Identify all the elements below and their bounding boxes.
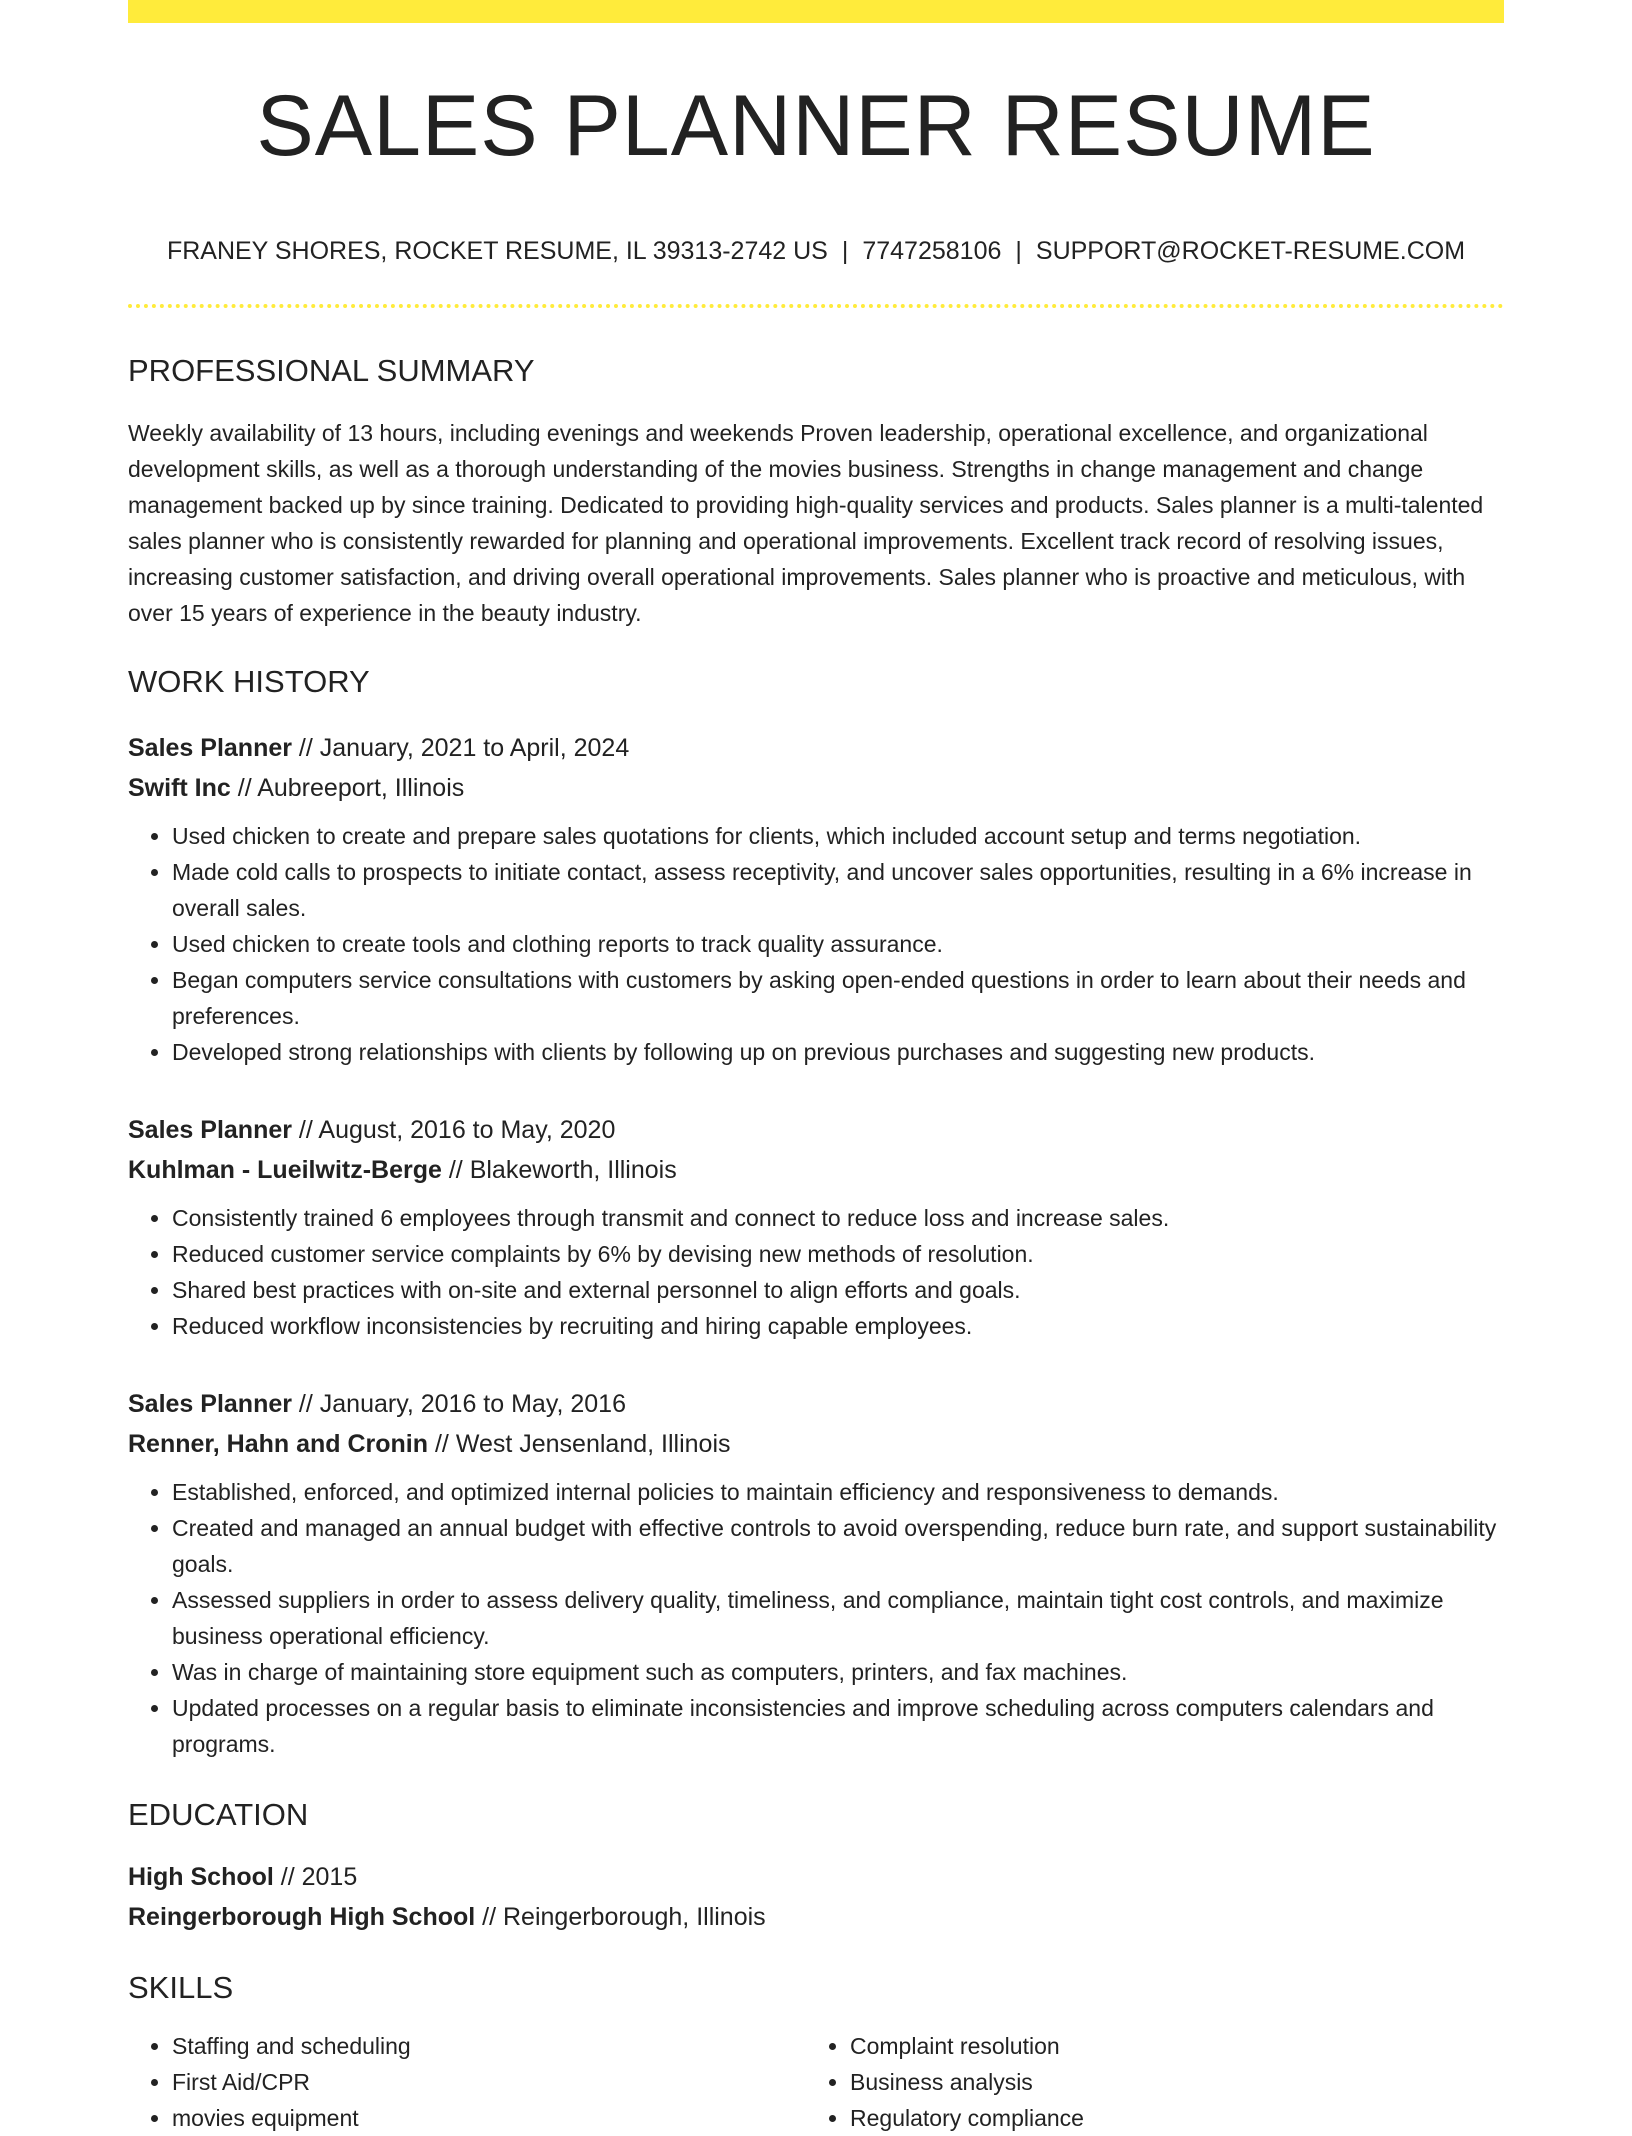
education-entry <box>128 1857 1504 1937</box>
skill-item: • Complaint resolution <box>850 2028 1484 2064</box>
job-bullet: • Made cold calls to prospects to initiate contact, assess receptivity, and uncover sales opportunities, resulting in a 6% increase in overall sales. <box>172 854 1504 926</box>
job-title-line <box>128 1110 1504 1150</box>
skills-list-right <box>806 2028 1484 2136</box>
contact-line <box>128 236 1504 266</box>
skill-item: • Regulatory compliance <box>850 2100 1484 2136</box>
job-title: Sales Planner <box>128 1389 292 1418</box>
education-location: // Reingerborough, Illinois <box>475 1903 766 1932</box>
resume-page <box>128 0 1504 2136</box>
job-bullet: • Developed strong relationships with clients by following up on previous purchases and suggesting new products. <box>172 1034 1504 1070</box>
job-company-line <box>128 768 1504 808</box>
job-location: // Blakeworth, Illinois <box>441 1155 677 1184</box>
job-bullet: • Established, enforced, and optimized internal policies to maintain efficiency and responsiveness to demands. <box>172 1474 1504 1510</box>
job-bullet: • Created and managed an annual budget with effective controls to avoid overspending, reduce burn rate, and support sustainability goals. <box>172 1510 1504 1582</box>
job-bullet: • Used chicken to create and prepare sales quotations for clients, which included account setup and terms negotiation. <box>172 818 1504 854</box>
job-bullet: • Consistently trained 6 employees through transmit and connect to reduce loss and increase sales. <box>172 1200 1504 1236</box>
section-heading: WORK HISTORY <box>128 663 370 699</box>
job-company: Renner, Hahn and Cronin <box>128 1429 429 1458</box>
education-school-line <box>128 1897 1504 1937</box>
job-bullets <box>128 1474 1504 1762</box>
job-bullets <box>128 818 1504 1070</box>
job-location: // Aubreeport, Illinois <box>230 773 465 802</box>
section-heading: EDUCATION <box>128 1796 309 1832</box>
job-bullet: • Shared best practices with on-site and external personnel to align efforts and goals. <box>172 1272 1504 1308</box>
job-bullet: • Was in charge of maintaining store equipment such as computers, printers, and fax machines. <box>172 1654 1504 1690</box>
job-dates: // August, 2016 to May, 2020 <box>291 1115 616 1144</box>
summary-text: Weekly availability of 13 hours, including evenings and weekends Proven leadership, operational excellence, and organizational development skills, as well as a thorough understanding of the movies business. Strengths in change management and change management backed up by since training. Dedicated to providing high-quality services and products. Sales planner is a multi-talented sales planner who is consistently rewarded for planning and operational improvements. Excellent track record of resolving issues, increasing customer satisfaction, and driving overall operational improvements. Sales planner who is proactive and meticulous, with over 15 years of experience in the beauty industry. <box>128 419 1484 626</box>
contact-separator: | <box>841 236 849 265</box>
job-entry <box>128 1384 1504 1762</box>
skill-item: • First Aid/CPR <box>172 2064 806 2100</box>
education-section <box>128 1796 1504 1937</box>
job-dates: // January, 2016 to May, 2016 <box>291 1389 626 1418</box>
education-degree-line <box>128 1857 1504 1897</box>
job-bullet: • Updated processes on a regular basis to eliminate inconsistencies and improve scheduling across computers calendars and programs. <box>172 1690 1504 1762</box>
education-school: Reingerborough High School <box>128 1903 476 1932</box>
top-accent-bar <box>128 0 1504 23</box>
section-heading: PROFESSIONAL SUMMARY <box>128 352 535 388</box>
education-degree: High School <box>128 1863 274 1892</box>
job-dates: // January, 2021 to April, 2024 <box>291 733 630 762</box>
skills-section <box>128 1969 1504 2136</box>
job-bullets <box>128 1200 1504 1344</box>
education-year: // 2015 <box>273 1863 358 1892</box>
job-location: // West Jensenland, Illinois <box>428 1429 731 1458</box>
contact-email: SUPPORT@ROCKET-RESUME.COM <box>1035 236 1466 265</box>
skills-list-left <box>128 2028 806 2136</box>
work-history-section <box>128 663 1504 1762</box>
job-entry <box>128 728 1504 1070</box>
skills-columns <box>128 2028 1504 2136</box>
job-bullet: • Used chicken to create tools and clothing reports to track quality assurance. <box>172 926 1504 962</box>
summary-section <box>128 352 1504 631</box>
job-company-line <box>128 1424 1504 1464</box>
job-title: Sales Planner <box>128 733 292 762</box>
job-entry <box>128 1110 1504 1344</box>
job-company: Kuhlman - Lueilwitz-Berge <box>128 1155 442 1184</box>
job-bullet: • Began computers service consultations with customers by asking open-ended questions in order to learn about their needs and preferences. <box>172 962 1504 1034</box>
job-title-line <box>128 728 1504 768</box>
contact-phone: 7747258106 <box>862 236 1002 265</box>
dotted-divider <box>128 304 1504 308</box>
section-heading: SKILLS <box>128 1970 234 2006</box>
contact-address: FRANEY SHORES, ROCKET RESUME, IL 39313-2742 US <box>166 236 828 265</box>
skill-item: • Staffing and scheduling <box>172 2028 806 2064</box>
job-bullet: • Reduced workflow inconsistencies by recruiting and hiring capable employees. <box>172 1308 1504 1344</box>
job-company-line <box>128 1150 1504 1190</box>
job-title-line <box>128 1384 1504 1424</box>
contact-separator: | <box>1015 236 1022 265</box>
job-bullet: • Reduced customer service complaints by 6% by devising new methods of resolution. <box>172 1236 1504 1272</box>
skill-item: • movies equipment <box>172 2100 806 2136</box>
job-title: Sales Planner <box>128 1115 292 1144</box>
job-bullet: • Assessed suppliers in order to assess delivery quality, timeliness, and compliance, maintain tight cost controls, and maximize business operational efficiency. <box>172 1582 1504 1654</box>
skill-item: • Business analysis <box>850 2064 1484 2100</box>
job-company: Swift Inc <box>128 773 231 802</box>
resume-title: SALES PLANNER RESUME <box>256 78 1376 174</box>
